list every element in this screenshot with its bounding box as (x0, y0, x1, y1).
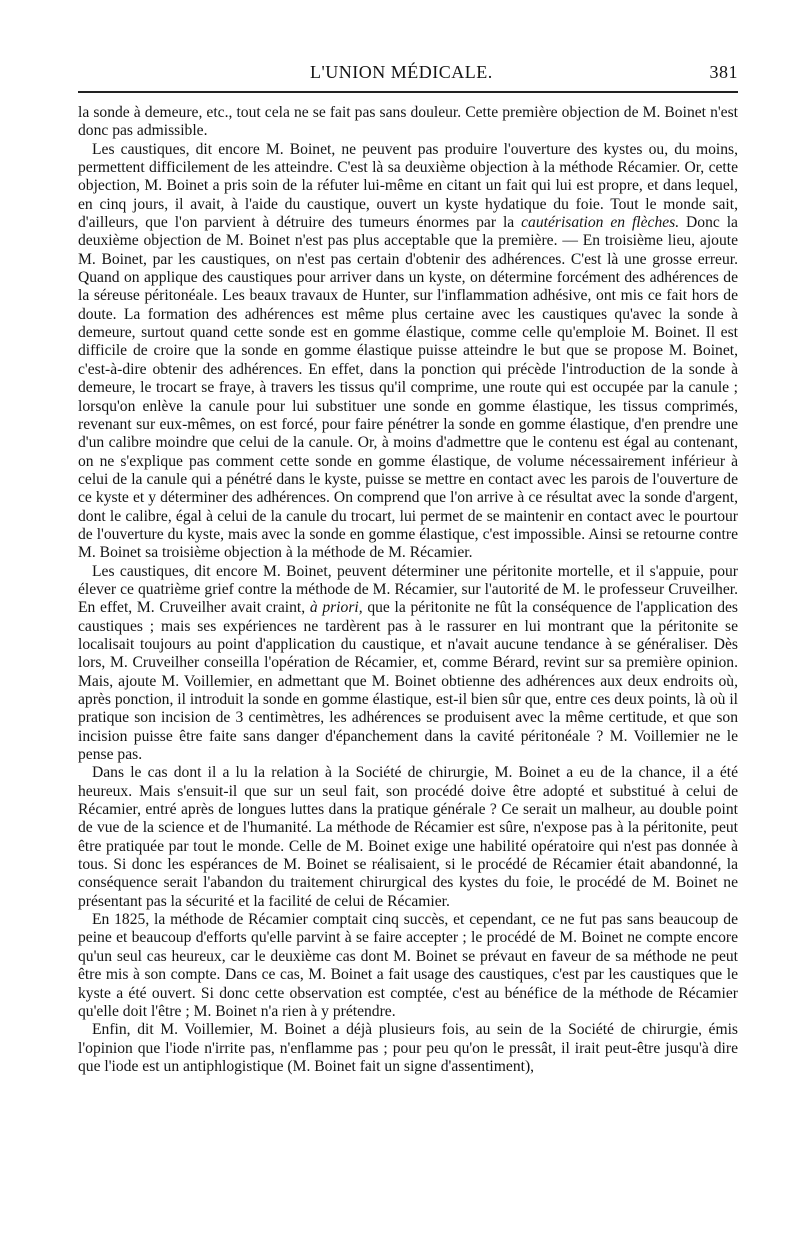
paragraph-5: En 1825, la méthode de Récamier comptait cinq succès, et cependant, ce ne fut pas sans beaucoup de peine et beaucoup d'efforts qu'elle parvint à se faire accepter ; le procédé de M. Boinet ne compte encore qu'un seul cas heureux, car le deuxième cas dont M. Boinet se prévaut en faveur de sa méthode ne peut être mis à son compte. Dans ce cas, M. Boinet a fait usage des caustiques, c'est par les caustiques que le kyste a été ouvert. Si donc cette observation est comptée, c'est au bénéfice de la méthode de Récamier qu'elle doit l'être ; M. Boinet n'a rien à y prétendre. (78, 911, 738, 1020)
paragraph-3-text: Les caustiques, dit encore M. Boinet, peuvent déterminer une péritonite mortelle, et il s'appuie, pour élever ce quatrième grief contre la méthode de M. Récamier, sur l'autorité de M. le professeur Cruveilher. En effet, M. Cruveilher avait craint, (78, 562, 738, 617)
running-header (78, 60, 738, 88)
paragraph-2-emphasis: cautérisation en flèches. (521, 214, 680, 232)
paragraph-3-emphasis: à priori, (309, 599, 363, 617)
paragraph-3 (78, 563, 738, 765)
paragraph-3-rest: que la péritonite ne fût la conséquence de l'application des caustiques ; mais ses expériences ne tardèrent pas à le rassurer en lui montrant que la péritonite se localisait toujours au point d'application du caustique, et n'avait aucune tendance à se généraliser. Dès lors, M. Cruveilher conseilla l'opération de Récamier, et, comme Bérard, revint sur sa première opinion. Mais, ajoute M. Voillemier, en admettant que M. Boinet obtienne des adhérences aux deux endroits où, après ponction, il introduit la sonde en gomme élastique, est-il bien sûr que, entre ces deux points, là où il pratique son incision de 3 centimètres, les adhérences se produisent avec la même certitude, et que son incision puisse être faite sans danger d'épanchement dans la cavité péritonéale ? M. Voillemier ne le pense pas. (78, 599, 738, 764)
paragraph-6: Enfin, dit M. Voillemier, M. Boinet a déjà plusieurs fois, au sein de la Société de chirurgie, émis l'opinion que l'iode n'irrite pas, n'enflamme pas ; pour peu qu'on le pressât, il irait peut-être jusqu'à dire que l'iode est un antiphlogistique (M. Boinet fait un signe d'assentiment), (78, 1021, 738, 1075)
paragraph-4: Dans le cas dont il a lu la relation à la Société de chirurgie, M. Boinet a eu de la chance, il a été heureux. Mais s'ensuit-il que sur un seul fait, son procédé doive être adopté et substitué à celui de Récamier, entré après de longues luttes dans la pratique générale ? Ce serait un malheur, au double point de vue de la science et de l'humanité. La méthode de Récamier est sûre, n'expose pas à la péritonite, peut être pratiquée par tout le monde. Celle de M. Boinet exige une habilité opératoire qui n'est pas donnée à tous. Si donc les espérances de M. Boinet se réalisaient, si le procédé de Récamier était abandonné, la conséquence serait l'abandon du traitement chirurgical des kystes du foie, le procédé de M. Boinet ne présentant pas la sécurité et la facilité de celui de Récamier. (78, 764, 738, 910)
page-number: 381 (709, 62, 738, 82)
paragraph-2-text: Les caustiques, dit encore M. Boinet, ne peuvent pas produire l'ouverture des kystes ou, du moins, permettent difficilement de les atteindre. C'est là sa deuxième objection à la méthode Récamier. Or, cette objection, M. Boinet a pris soin de la réfuter lui-même en citant un fait qui lui est propre, et dans lequel, en cinq jours, il avait, à l'aide du caustique, ouvert un kyste hydatique du foie. Tout le monde sait, d'ailleurs, que l'on parvient à détruire des tumeurs énormes par la (78, 140, 738, 232)
paragraph-1: la sonde à demeure, etc., tout cela ne se fait pas sans douleur. Cette première objection de M. Boinet n'est donc pas admissible. (78, 104, 738, 140)
article-body (78, 104, 738, 1076)
paragraph-2 (78, 141, 738, 563)
journal-title: L'UNION MÉDICALE. (310, 62, 493, 82)
paragraph-2-rest: Donc la deuxième objection de M. Boinet n'est pas plus acceptable que la première. — En troisième lieu, ajoute M. Boinet, par les caustiques, on n'est pas certain d'obtenir des adhérences. C'est là une grosse erreur. Quand on applique des caustiques pour arriver dans un kyste, on détermine forcément des adhérences de la séreuse péritonéale. Les beaux travaux de Hunter, sur l'inflammation adhésive, ont mis ce fait hors de doute. La formation des adhérences est même plus certaine avec les caustiques qu'avec la sonde à demeure, surtout quand cette sonde est en gomme élastique, comme celle qu'emploie M. Boinet. Il est difficile de croire que la sonde en gomme élastique puisse atteindre le but que se propose M. Boinet, c'est-à-dire obtenir des adhérences. En effet, dans la ponction qui précède l'introduction de la sonde à demeure, le trocart se fraye, à travers les tissus qu'il comprime, une route qui est occupée par la canule ; lorsqu'on enlève la canule pour lui substituer une sonde en gomme élastique, les tissus comprimés, revenant sur eux-mêmes, on est forcé, pour faire pénétrer la sonde en gomme élastique, d'en prendre une d'un calibre moindre que celui de la canule. Or, à moins d'admettre que le contenu est égal au contenant, on ne s'explique pas comment cette sonde en gomme élastique, de volume nécessairement inférieur à celui de la canule qui a pénétré dans le kyste, puisse se mettre en contact avec les parois de l'ouverture de ce kyste et y déterminer des adhérences. On comprend que l'on arrive à ce résultat avec la sonde d'argent, dont le calibre, égal à celui de la canule du trocart, lui permet de se maintenir en contact avec le pourtour de l'ouverture du kyste, mais avec la sonde en gomme élastique, c'est impossible. Ainsi se retourne contre M. Boinet sa troisième objection à la méthode de M. Récamier. (78, 214, 738, 562)
header-rule (78, 91, 738, 93)
